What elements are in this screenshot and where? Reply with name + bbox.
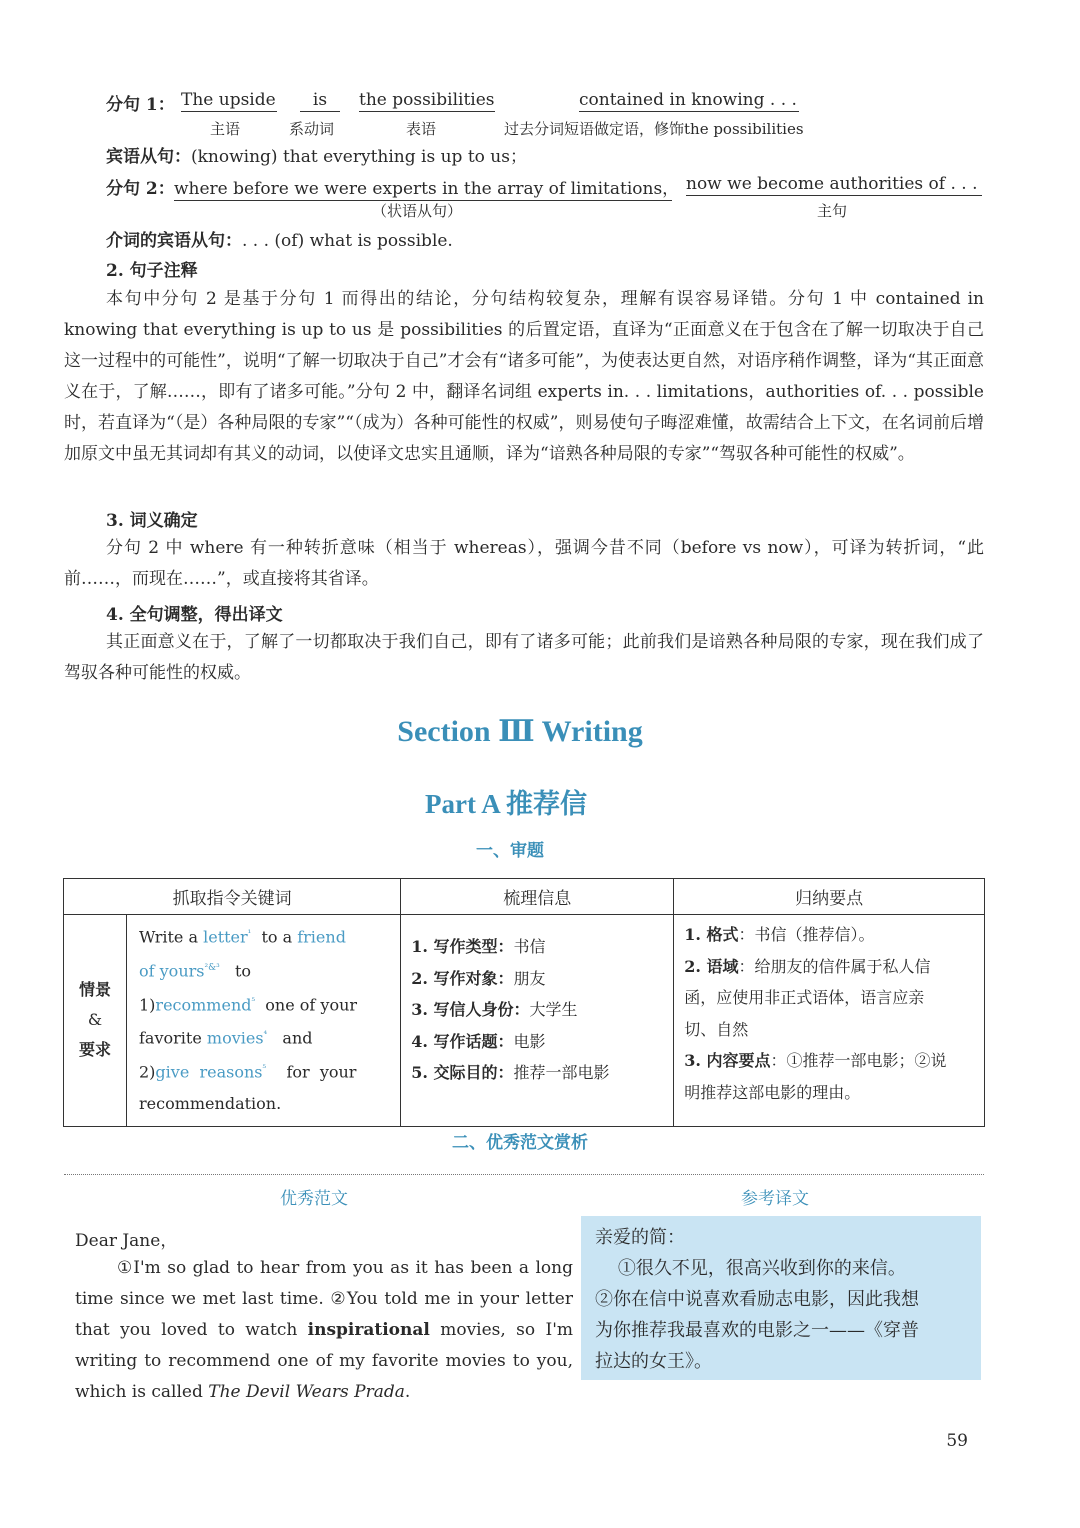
info-item: 4. 写作话题：电影 xyxy=(411,1031,546,1051)
translation-line: ①很久不见，很高兴收到你的来信。 xyxy=(595,1258,906,1279)
points-cell xyxy=(674,915,985,1127)
subheading-model-essay: 二、优秀范文赏析 xyxy=(452,1133,588,1153)
translation-heading: 参考译文 xyxy=(741,1189,809,1209)
heading-final-translation: 4. 全句调整，得出译文 xyxy=(106,605,283,625)
heading-sentence-notes: 2. 句子注释 xyxy=(106,261,198,281)
translation-line: ②你在信中说喜欢看励志电影，因此我想 xyxy=(595,1289,919,1310)
point-item: 2. 语域：给朋友的信件属于私人信 xyxy=(684,956,931,976)
section-title: Section Ⅲ Writing xyxy=(397,715,643,748)
essay-line: time since we met last time. ②You told me in your letter xyxy=(75,1289,573,1309)
row-label xyxy=(64,915,127,1127)
object-clause-text: (knowing) that everything is up to us； xyxy=(191,147,527,167)
point-item: 明推荐这部电影的理由。 xyxy=(684,1082,861,1102)
table-row xyxy=(64,915,985,1127)
row-label-amp: & xyxy=(87,1010,103,1030)
translation-text xyxy=(581,1216,981,1377)
predicative-tag: 表语 xyxy=(406,120,437,138)
translation-line: 拉达的女王》。 xyxy=(595,1351,712,1372)
info-item: 2. 写作对象：朋友 xyxy=(411,968,546,988)
adverbial-tag: （状语从句） xyxy=(372,202,463,220)
clause2-adverbial: where before we were experts in the array of limitations， xyxy=(174,174,672,201)
clause1-label: 分句 1： xyxy=(106,95,175,115)
paragraph-sentence-notes: 本句中分句 2 是基于分句 1 而得出的结论，分句结构较复杂，理解有误容易译错。分句 1 中 contained in knowing that everything is up to us 是 possibilities 的后置定语，直译为“正面意义在于包含在了解一切取决于自己这一过程中的可能性”，说明“了解一切取决于自己”才会有“诸多可能”，为使表达更自然，对语序稍作调整，译为“其正面意义在于，了解……，即有了诸多可能。”分句 2 中，翻译名词组 experts in. . . limitations，authorities of. . . possible 时，若直译为“（是）各种局限的专家”“（成为）各种可能性的权威”，则易使句子晦涩难懂，故需结合上下文，在名词前后增加原文中虽无其词却有其义的动词，以使译文忠实且通顺，译为“谙熟各种局限的专家”“驾驭各种可能性的权威”。 xyxy=(64,289,984,464)
prep-clause-text: . . . (of) what is possible. xyxy=(242,231,453,251)
instruction-line: recommendation. xyxy=(139,1094,282,1114)
clause2-main: now we become authorities of . . . xyxy=(686,174,982,196)
instruction-line: 1)recommend$^{^5}$ one of your xyxy=(139,994,358,1014)
instruction-line: favorite movies$^{^4}$ and xyxy=(139,1028,313,1048)
essay-line: ①I'm so glad to hear from you as it has been a long xyxy=(117,1258,573,1278)
point-item: 1. 格式：书信（推荐信）。 xyxy=(684,925,875,944)
translation-line: 为你推荐我最喜欢的电影之一——《穿普 xyxy=(595,1320,919,1341)
essay-body xyxy=(75,1253,573,1408)
page-number: 59 xyxy=(946,1431,968,1451)
modifier-tag: 过去分词短语做定语，修饰the possibilities xyxy=(504,120,804,138)
clause2-label: 分句 2： xyxy=(106,179,175,199)
clause1-modifier: contained in knowing . . . xyxy=(579,90,799,112)
part-title: Part A 推荐信 xyxy=(425,789,587,819)
essay-greeting: Dear Jane， xyxy=(75,1231,178,1251)
header-points: 归纳要点 xyxy=(674,879,985,915)
translation-line: 亲爱的简： xyxy=(595,1227,685,1248)
info-list xyxy=(411,931,663,1089)
object-clause-line xyxy=(106,142,527,167)
header-info: 梳理信息 xyxy=(401,879,674,915)
object-clause-label: 宾语从句： xyxy=(106,147,191,167)
header-keywords: 抓取指令关键词 xyxy=(64,879,401,915)
point-item: 函，应使用非正式语体，语言应亲 xyxy=(684,988,925,1007)
instruction-cell xyxy=(127,915,401,1127)
info-cell xyxy=(401,915,674,1127)
prep-clause-label: 介词的宾语从句： xyxy=(106,231,242,251)
row-label-scene: 情景 xyxy=(78,980,111,1000)
translation-box xyxy=(581,1216,981,1380)
point-item: 3. 内容要点：①推荐一部电影；②说 xyxy=(684,1051,947,1070)
essay-line: that you loved to watch inspirational movies, so I'm xyxy=(75,1320,574,1340)
instruction-line: Write a letter$^{^1}$ to a friend xyxy=(139,927,346,947)
point-item: 切、自然 xyxy=(684,1019,749,1039)
clause1-subject: The upside xyxy=(181,90,276,110)
instruction-line: 2)give reasons$^{^5}$ for your xyxy=(139,1062,357,1082)
requirements-table xyxy=(63,878,985,1127)
instruction-line: of yours$^{^2\&^3}$ to xyxy=(139,961,252,981)
prep-clause-line xyxy=(106,226,453,251)
dotted-divider xyxy=(64,1174,984,1175)
verb-tag: 系动词 xyxy=(289,120,335,138)
info-item: 3. 写信人身份：大学生 xyxy=(411,1000,578,1019)
heading-word-meaning: 3. 词义确定 xyxy=(106,511,198,531)
clause1-predicative: the possibilities xyxy=(359,90,495,110)
subheading-review: 一、审题 xyxy=(476,841,544,861)
instruction-text xyxy=(139,919,390,1120)
paragraph-final-translation: 其正面意义在于，了解了一切都取决于我们自己，即有了诸多可能；此前我们是谙熟各种局限的专家，现在我们成了驾驭各种可能性的权威。 xyxy=(64,632,984,683)
clause1-verb: is xyxy=(300,90,340,112)
main-clause-tag: 主句 xyxy=(817,202,848,220)
subject-tag: 主语 xyxy=(210,120,241,138)
essay-heading: 优秀范文 xyxy=(280,1189,348,1209)
essay-line: which is called The Devil Wears Prada. xyxy=(75,1382,411,1402)
row-label-require: 要求 xyxy=(78,1040,111,1060)
info-item: 1. 写作类型：书信 xyxy=(411,937,546,956)
table-header-row xyxy=(64,879,985,915)
points-list xyxy=(684,919,974,1108)
info-item: 5. 交际目的：推荐一部电影 xyxy=(411,1063,610,1082)
paragraph-word-meaning: 分句 2 中 where 有一种转折意味（相当于 whereas），强调今昔不同（before vs now），可译为转折词，“此前……，而现在……”，或直接将其省译。 xyxy=(64,538,984,589)
clause1-line xyxy=(106,90,175,115)
essay-line: writing to recommend one of my favorite movies to you, xyxy=(75,1351,573,1371)
